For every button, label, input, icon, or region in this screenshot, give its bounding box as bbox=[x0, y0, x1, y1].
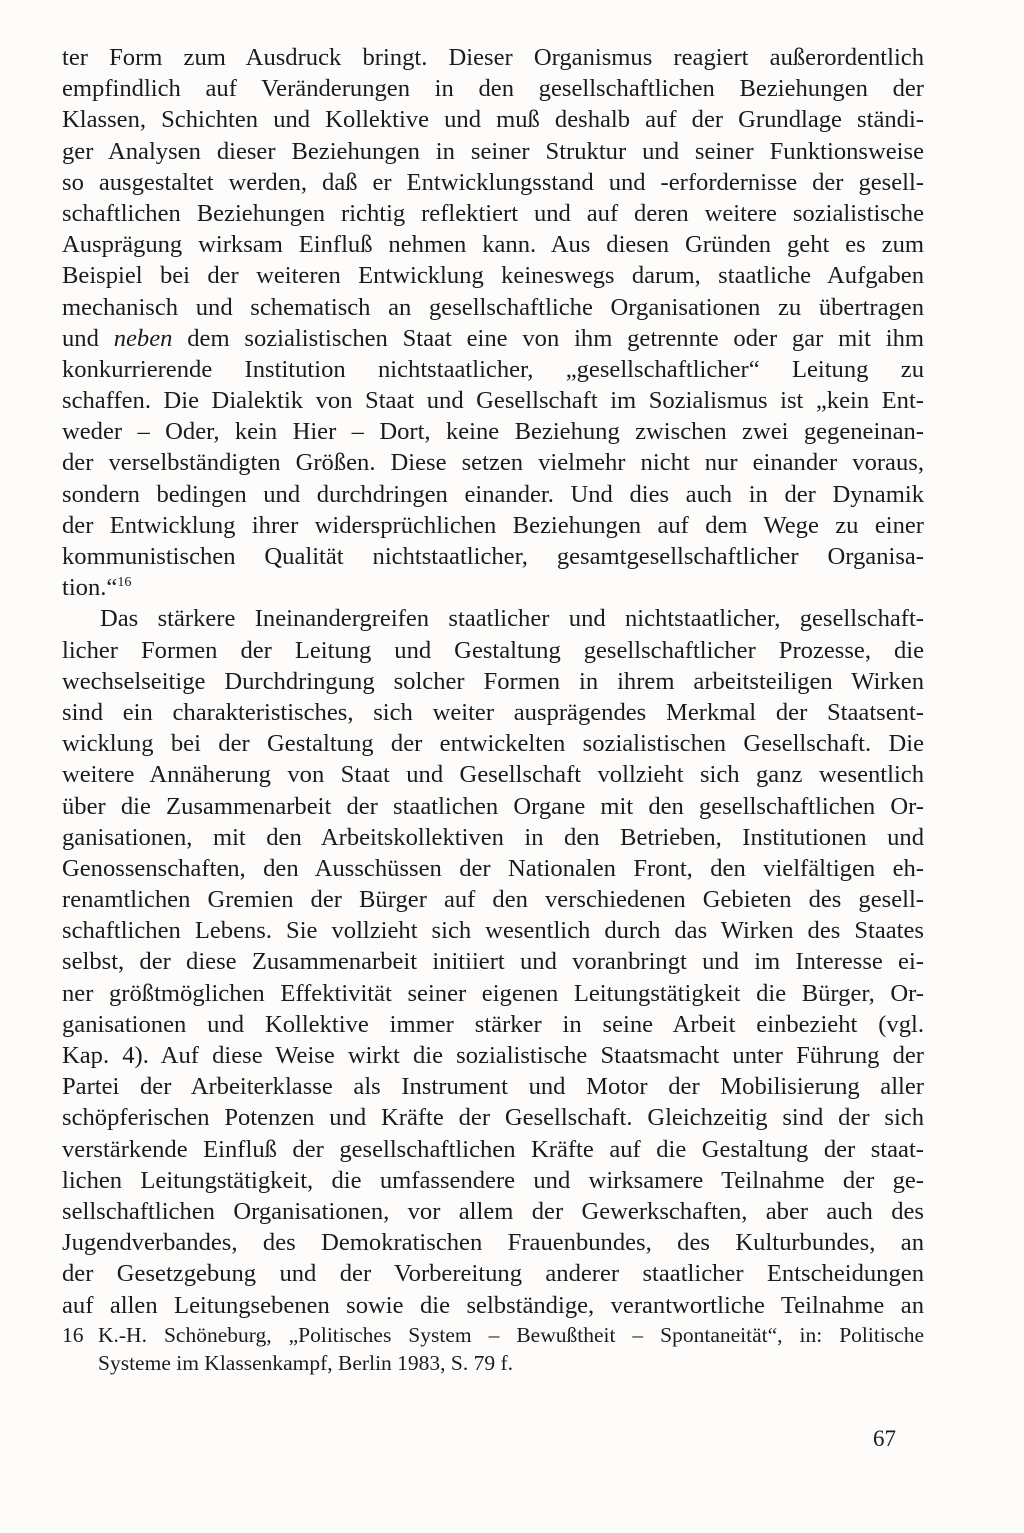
line-rest: dem sozialistischen Staat eine von ihm getrennte oder gar mit ihm bbox=[187, 324, 924, 352]
text-line: ganisationen, mit den Arbeitskollektiven in den Betrieben, Institutionen und bbox=[62, 823, 924, 851]
text-line: tion.“ bbox=[62, 574, 118, 602]
text-line: schaftlichen Beziehungen richtig reflektiert und auf deren weitere sozialistische bbox=[62, 199, 924, 227]
text-line: schaftlichen Lebens. Sie vollzieht sich wesentlich durch das Wirken des Staates bbox=[62, 917, 924, 945]
paragraph-end-line bbox=[62, 572, 924, 603]
line-prefix: und bbox=[62, 324, 114, 352]
text-line: sellschaftlichen Organisationen, vor allem der Gewerkschaften, aber auch des bbox=[62, 1197, 924, 1225]
text-line: Klassen, Schichten und Kollektive und muß deshalb auf der Grundlage ständi- bbox=[62, 106, 924, 134]
text-line: sind ein charakteristisches, sich weiter ausprägendes Merkmal der Staatsent- bbox=[62, 698, 924, 726]
text-line: Kap. 4). Auf diese Weise wirkt die sozialistische Staatsmacht unter Führung der bbox=[62, 1042, 924, 1069]
text-line: empfindlich auf Veränderungen in den gesellschaftlichen Beziehungen der bbox=[62, 75, 924, 103]
text-line: Genossenschaften, den Ausschüssen der Nationalen Front, den vielfältigen eh- bbox=[62, 854, 924, 882]
text-line: so ausgestaltet werden, daß er Entwicklungsstand und -erfordernisse der gesell- bbox=[62, 168, 924, 196]
footnote-text: K.-H. Schöneburg, „Politisches System – Bewußtheit – Spontaneität“, in: Politische bbox=[98, 1323, 924, 1347]
body-text bbox=[62, 42, 924, 1321]
text-line: auf allen Leitungsebenen sowie die selbständige, verantwortliche Teilnahme an bbox=[62, 1291, 924, 1319]
text-line-with-emphasis bbox=[62, 323, 924, 354]
text-line: weder – Oder, kein Hier – Dort, keine Beziehung zwischen zwei gegeneinan- bbox=[62, 418, 924, 446]
text-line: Ausprägung wirksam Einfluß nehmen kann. Aus diesen Gründen geht es zum bbox=[62, 231, 924, 259]
footnote-number: 16 bbox=[62, 1323, 84, 1347]
text-line: Jugendverbandes, des Demokratischen Frauenbundes, des Kulturbundes, an bbox=[62, 1229, 924, 1257]
emphasis-neben: neben bbox=[113, 324, 173, 352]
text-line: wechselseitige Durchdringung solcher Formen in ihrem arbeitsteiligen Wirken bbox=[62, 667, 924, 695]
text-line: der Entwicklung ihrer widersprüchlichen Beziehungen auf dem Wege zu einer bbox=[62, 511, 924, 539]
text-line: ganisationen und Kollektive immer stärker in seine Arbeit einbezieht (vgl. bbox=[62, 1010, 924, 1038]
text-line: der Gesetzgebung und der Vorbereitung anderer staatlicher Entscheidungen bbox=[62, 1260, 924, 1288]
text-line: Beispiel bei der weiteren Entwicklung keineswegs darum, staatliche Aufgaben bbox=[62, 262, 924, 290]
text-line: schaffen. Die Dialektik von Staat und Gesellschaft im Sozialismus ist „kein Ent- bbox=[62, 387, 924, 415]
text-line: renamtlichen Gremien der Bürger auf den verschiedenen Gebieten des gesell- bbox=[62, 886, 924, 914]
footnote bbox=[62, 1321, 924, 1377]
text-line: ger Analysen dieser Beziehungen in seiner Struktur und seiner Funktionsweise bbox=[62, 137, 924, 165]
footnote-line-continued: Systeme im Klassenkampf, Berlin 1983, S. 79 f. bbox=[98, 1351, 514, 1375]
text-line: mechanisch und schematisch an gesellschaftliche Organisationen zu übertragen bbox=[62, 293, 924, 321]
text-line: schöpferischen Potenzen und Kräfte der Gesellschaft. Gleichzeitig sind der sich bbox=[62, 1104, 924, 1132]
text-line: ter Form zum Ausdruck bringt. Dieser Organismus reagiert außerordentlich bbox=[62, 44, 924, 71]
text-line: lichen Leitungstätigkeit, die umfassendere und wirksamere Teilnahme der ge- bbox=[62, 1166, 924, 1194]
text-line: über die Zusammenarbeit der staatlichen Organe mit den gesellschaftlichen Or- bbox=[62, 792, 924, 820]
text-line: sondern bedingen und durchdringen einander. Und dies auch in der Dynamik bbox=[62, 480, 924, 508]
footnote-line bbox=[62, 1321, 924, 1349]
text-line: der verselbständigten Größen. Diese setzen vielmehr nicht nur einander voraus, bbox=[62, 449, 924, 477]
text-line: verstärkende Einfluß der gesellschaftlichen Kräfte auf die Gestaltung der staat- bbox=[62, 1135, 924, 1163]
page-number: 67 bbox=[873, 1426, 896, 1451]
text-line: Partei der Arbeiterklasse als Instrument und Motor der Mobilisierung aller bbox=[62, 1073, 924, 1101]
text-line: konkurrierende Institution nichtstaatlicher, „gesellschaftlicher“ Leitung zu bbox=[62, 355, 924, 383]
text-line: Das stärkere Ineinandergreifen staatlicher und nichtstaatlicher, gesellschaft- bbox=[100, 605, 924, 633]
text-line: selbst, der diese Zusammenarbeit initiiert und voranbringt und im Interesse ei- bbox=[62, 948, 924, 976]
text-line: ner größtmöglichen Effektivität seiner eigenen Leitungstätigkeit die Bürger, Or- bbox=[62, 979, 924, 1007]
text-line: weitere Annäherung von Staat und Gesellschaft vollzieht sich ganz wesentlich bbox=[62, 761, 924, 789]
text-line: kommunistischen Qualität nichtstaatlicher, gesamtgesellschaftlicher Organisa- bbox=[62, 543, 924, 570]
text-line: licher Formen der Leitung und Gestaltung gesellschaftlicher Prozesse, die bbox=[62, 636, 924, 664]
footnote-reference[interactable]: 16 bbox=[117, 575, 132, 591]
text-line: wicklung bei der Gestaltung der entwickelten sozialistischen Gesellschaft. Die bbox=[62, 730, 924, 758]
